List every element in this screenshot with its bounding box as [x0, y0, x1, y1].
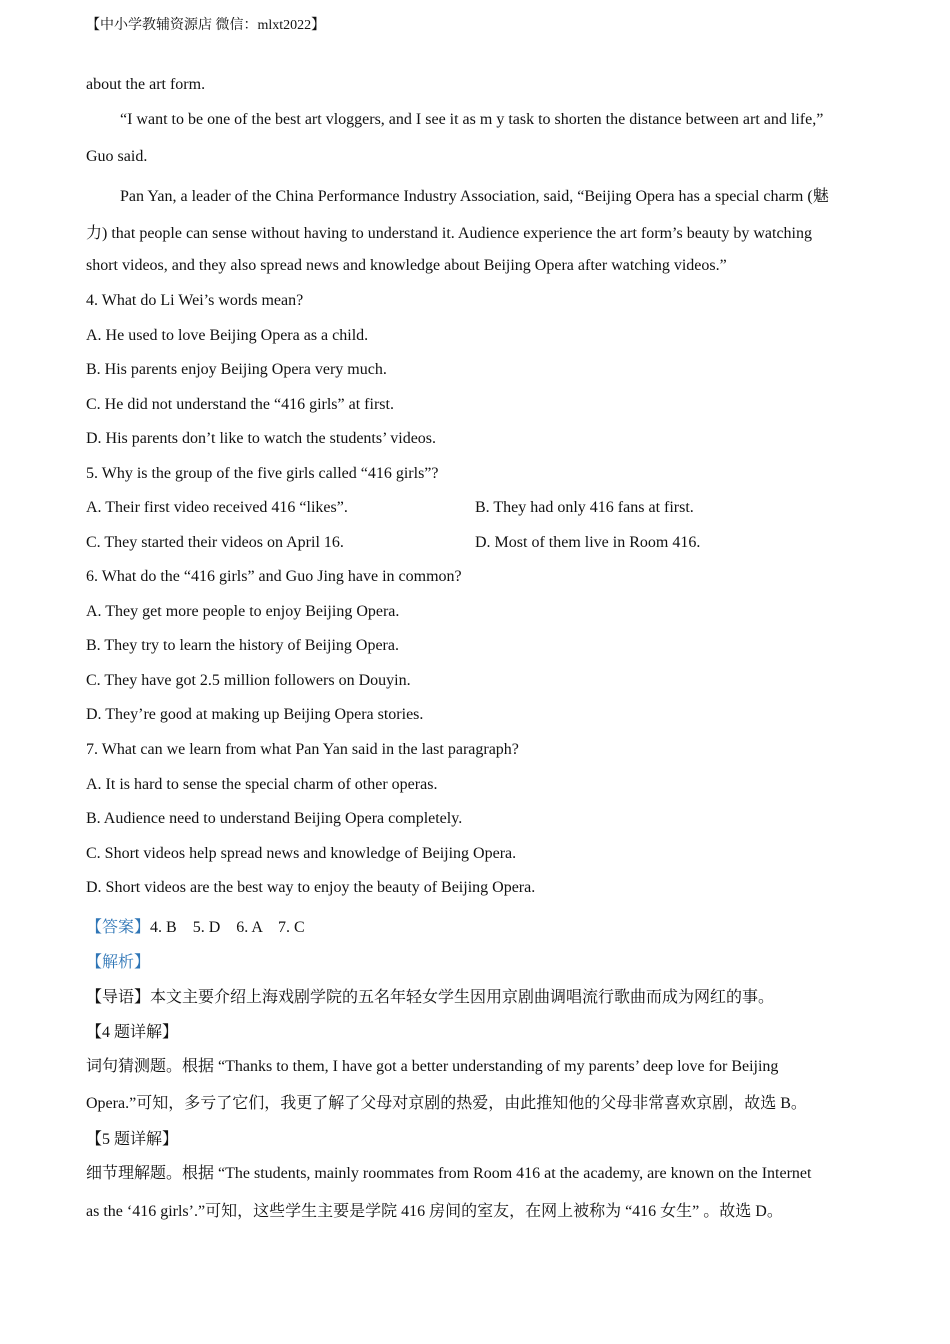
- analysis-q5-line: as the ‘416 girls’.”可知，这些学生主要是学院 416 房间的室友，在网上被称为 “416 女生” 。故选 D。: [86, 1203, 783, 1220]
- answer-label: 【答案】: [86, 919, 151, 936]
- question-4-option-c: C. He did not understand the “416 girls” at first.: [86, 396, 394, 413]
- passage-line: 力) that people can sense without having to understand it. Audience experience the art form’s beauty by watching: [86, 225, 812, 242]
- question-6-option-d: D. They’re good at making up Beijing Opera stories.: [86, 706, 424, 723]
- question-5-option-c: C. They started their videos on April 16.: [86, 534, 344, 551]
- passage-line: about the art form.: [86, 76, 206, 93]
- answer-text: 4. B 5. D 6. A 7. C: [150, 919, 305, 936]
- analysis-q4-line: Opera.”可知，多亏了它们，我更了解了父母对京剧的热爱，由此推知他的父母非常喜欢京剧，故选 B。: [86, 1095, 807, 1112]
- question-5-option-b: B. They had only 416 fans at first.: [475, 499, 694, 516]
- analysis-q4-title: 【4 题详解】: [86, 1024, 179, 1041]
- passage-line: short videos, and they also spread news and knowledge about Beijing Opera after watching videos.”: [86, 257, 727, 274]
- question-7-option-c: C. Short videos help spread news and knowledge of Beijing Opera.: [86, 845, 517, 862]
- question-5-option-d: D. Most of them live in Room 416.: [475, 534, 701, 551]
- passage-line: “I want to be one of the best art vloggers, and I see it as m y task to shorten the distance between art and life,”: [120, 111, 824, 128]
- page-header-watermark: 【中小学教辅资源店 微信：mlxt2022】: [86, 18, 326, 33]
- question-4-stem: 4. What do Li Wei’s words mean?: [86, 292, 304, 309]
- passage-line: Pan Yan, a leader of the China Performance Industry Association, said, “Beijing Opera has a special charm (魅: [120, 188, 829, 205]
- question-6-option-c: C. They have got 2.5 million followers on Douyin.: [86, 672, 411, 689]
- question-5-stem: 5. Why is the group of the five girls called “416 girls”?: [86, 465, 439, 482]
- answer-line: [86, 914, 305, 937]
- question-7-option-b: B. Audience need to understand Beijing Opera completely.: [86, 810, 463, 827]
- question-7-option-a: A. It is hard to sense the special charm of other operas.: [86, 776, 438, 793]
- question-4-option-a: A. He used to love Beijing Opera as a child.: [86, 327, 369, 344]
- question-5-option-a: A. Their first video received 416 “likes”.: [86, 499, 348, 516]
- analysis-q5-title: 【5 题详解】: [86, 1131, 179, 1148]
- question-4-option-b: B. His parents enjoy Beijing Opera very much.: [86, 361, 387, 378]
- question-6-option-b: B. They try to learn the history of Beijing Opera.: [86, 637, 399, 654]
- question-4-option-d: D. His parents don’t like to watch the students’ videos.: [86, 430, 437, 447]
- question-6-option-a: A. They get more people to enjoy Beijing Opera.: [86, 603, 400, 620]
- question-7-stem: 7. What can we learn from what Pan Yan said in the last paragraph?: [86, 741, 519, 758]
- analysis-q4-line: 词句猜测题。根据 “Thanks to them, I have got a better understanding of my parents’ deep love for Beijing: [86, 1058, 779, 1075]
- analysis-label: 【解析】: [86, 954, 151, 971]
- question-6-stem: 6. What do the “416 girls” and Guo Jing have in common?: [86, 568, 462, 585]
- question-7-option-d: D. Short videos are the best way to enjoy the beauty of Beijing Opera.: [86, 879, 536, 896]
- analysis-q5-line: 细节理解题。根据 “The students, mainly roommates from Room 416 at the academy, are known on the Internet: [86, 1165, 812, 1182]
- passage-line: Guo said.: [86, 148, 148, 165]
- analysis-guide: 【导语】本文主要介绍上海戏剧学院的五名年轻女学生因用京剧曲调唱流行歌曲而成为网红的事。: [86, 989, 775, 1006]
